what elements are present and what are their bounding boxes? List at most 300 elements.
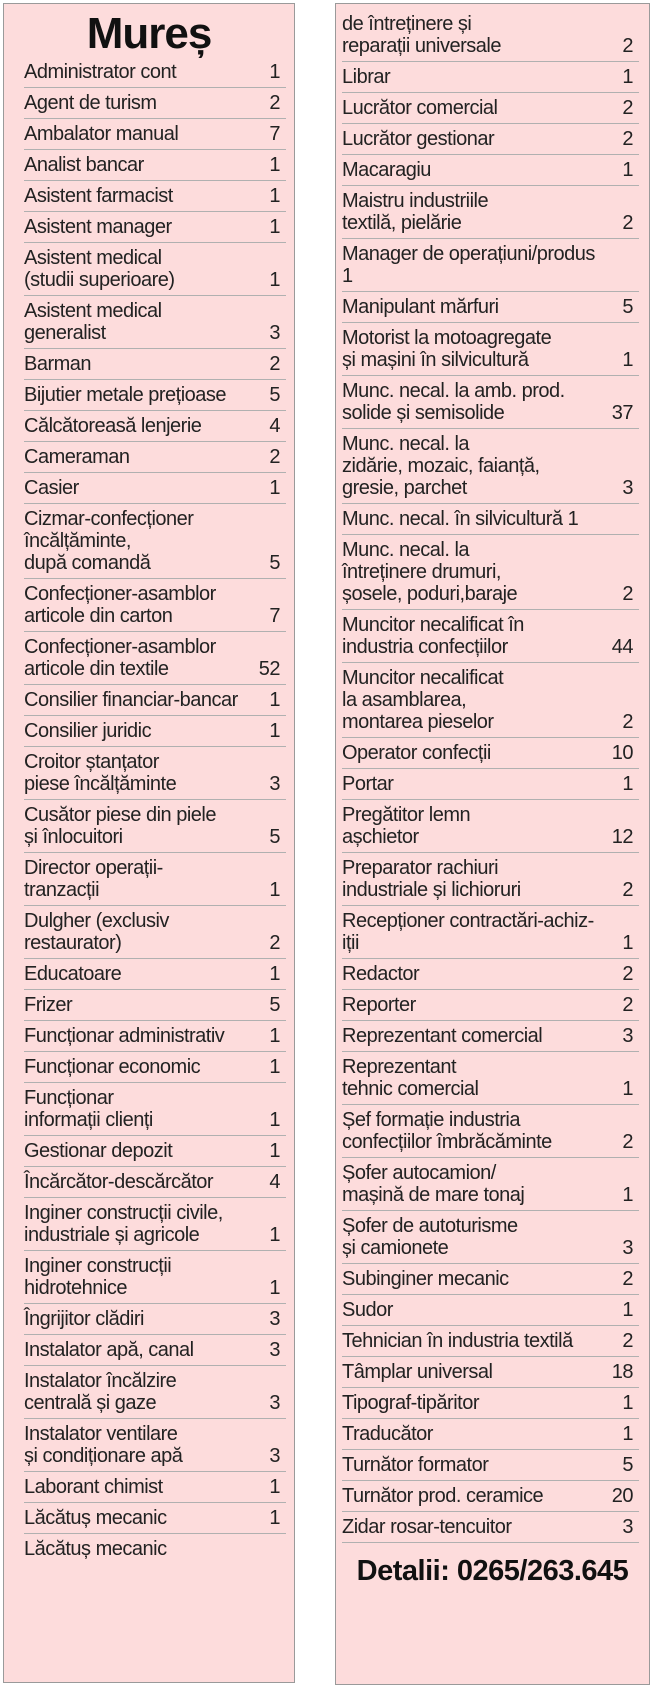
job-row	[24, 632, 286, 685]
job-title-line: restaurator)	[24, 932, 122, 954]
vacancy-count: 1	[269, 1476, 280, 1498]
job-row	[342, 1264, 639, 1295]
job-title	[24, 1538, 286, 1560]
job-title	[24, 1202, 286, 1246]
job-title-line: textilă, pielărie	[342, 212, 462, 234]
job-row	[24, 442, 286, 473]
job-title-line: mașină de mare tonaj	[342, 1184, 525, 1206]
job-title-line: zidărie, mozaic, faianță,	[342, 455, 540, 477]
job-title-line: Funcționar economic	[24, 1056, 201, 1078]
job-title-line: Funcționar administrativ	[24, 1025, 225, 1047]
job-title	[24, 508, 286, 574]
job-title-line: 1	[342, 265, 353, 287]
job-title-line: (studii superioare)	[24, 269, 175, 291]
vacancy-count: 52	[258, 658, 280, 680]
job-title-line: Îngrijitor clădiri	[24, 1308, 144, 1330]
job-row	[342, 1357, 639, 1388]
job-title	[342, 1056, 639, 1100]
vacancy-count: 5	[269, 994, 280, 1016]
vacancy-count: 3	[269, 1445, 280, 1467]
job-title	[342, 1485, 639, 1507]
job-title	[342, 13, 639, 57]
job-row	[24, 1472, 286, 1503]
job-title-line: articole din carton	[24, 605, 173, 627]
left-job-list	[4, 57, 294, 1564]
job-title-line: gresie, parchet	[342, 477, 467, 499]
job-row	[342, 1450, 639, 1481]
job-title	[24, 216, 286, 238]
job-row	[342, 155, 639, 186]
job-row	[24, 906, 286, 959]
job-title-line: Operator confecții	[342, 742, 491, 764]
job-title-line: Confecționer-asamblor	[24, 636, 216, 658]
job-title	[24, 185, 286, 207]
job-title-line: Cusător piese din piele	[24, 804, 216, 826]
job-title-line: centrală și gaze	[24, 1392, 157, 1414]
job-row	[342, 1021, 639, 1052]
vacancy-count: 2	[622, 128, 633, 150]
vacancy-count: 1	[269, 269, 280, 291]
vacancy-count: 1	[269, 689, 280, 711]
job-title	[24, 689, 286, 711]
job-title-line: Traducător	[342, 1423, 433, 1445]
job-title	[24, 583, 286, 627]
job-title-line: și condiționare apă	[24, 1445, 183, 1467]
job-title	[342, 296, 639, 318]
vacancy-count: 5	[269, 826, 280, 848]
job-title	[24, 300, 286, 344]
job-title	[342, 1299, 639, 1321]
job-title-line: încălțăminte,	[24, 530, 131, 552]
job-row	[342, 323, 639, 376]
job-title	[24, 1255, 286, 1299]
job-title	[342, 857, 639, 901]
job-title	[342, 433, 639, 499]
vacancy-count: 2	[622, 994, 633, 1016]
job-row	[24, 685, 286, 716]
job-title-line: industriale și lichioruri	[342, 879, 521, 901]
job-title-line: Laborant chimist	[24, 1476, 163, 1498]
job-row	[24, 747, 286, 800]
job-title-line: Cameraman	[24, 446, 130, 468]
job-title-line: Tipograf-tipăritor	[342, 1392, 479, 1414]
vacancy-count: 5	[622, 1454, 633, 1476]
job-title	[24, 751, 286, 795]
job-title-line: Muncitor necalificat în	[342, 614, 524, 636]
job-title-line: Bijutier metale prețioase	[24, 384, 227, 406]
job-row	[24, 1419, 286, 1472]
job-title	[342, 1423, 639, 1445]
vacancy-count: 20	[611, 1485, 633, 1507]
job-row	[24, 1304, 286, 1335]
vacancy-count: 1	[269, 154, 280, 176]
job-row	[24, 296, 286, 349]
job-row	[342, 1419, 639, 1450]
vacancy-count: 7	[269, 605, 280, 627]
contact-footer: Detalii: 0265/263.645	[356, 1555, 629, 1587]
vacancy-count: 2	[269, 92, 280, 114]
job-row	[24, 716, 286, 747]
job-row	[24, 1366, 286, 1419]
job-row	[342, 1211, 639, 1264]
job-row	[24, 119, 286, 150]
job-title	[342, 539, 639, 605]
job-title	[342, 327, 639, 371]
job-title	[342, 1268, 639, 1290]
job-title-line: Consilier juridic	[24, 720, 152, 742]
vacancy-count: 1	[622, 1184, 633, 1206]
vacancy-count: 2	[622, 212, 633, 234]
job-title	[342, 963, 639, 985]
job-title-line: Portar	[342, 773, 394, 795]
job-title-line: confecțiilor îmbrăcăminte	[342, 1131, 552, 1153]
job-row	[342, 504, 639, 535]
job-row	[24, 57, 286, 88]
job-title	[342, 910, 639, 954]
job-title-line: Munc. necal. la amb. prod.	[342, 380, 565, 402]
vacancy-count: 37	[611, 402, 633, 424]
vacancy-count: 3	[269, 773, 280, 795]
job-title-line: la asamblarea,	[342, 689, 467, 711]
job-row	[342, 1158, 639, 1211]
vacancy-count: 3	[622, 1025, 633, 1047]
job-title	[24, 910, 286, 954]
job-title-line: Frizer	[24, 994, 73, 1016]
job-title	[342, 804, 639, 848]
job-title	[24, 123, 286, 145]
job-title-line: Șofer autocamion/	[342, 1162, 496, 1184]
vacancy-count: 1	[269, 1507, 280, 1529]
left-column-panel	[3, 3, 295, 1683]
job-row	[24, 181, 286, 212]
vacancy-count: 3	[269, 322, 280, 344]
job-title-line: Reprezentant	[342, 1056, 457, 1078]
job-title-line: Macaragiu	[342, 159, 431, 181]
job-title	[24, 247, 286, 291]
job-row	[24, 800, 286, 853]
job-title-line: Lăcătuș mecanic	[24, 1538, 167, 1560]
job-title	[342, 97, 639, 119]
job-title-line: Tehnician în industria textilă	[342, 1330, 573, 1352]
job-title-line: Confecționer-asamblor	[24, 583, 216, 605]
job-title	[342, 1330, 639, 1352]
vacancy-count: 12	[611, 826, 633, 848]
job-title	[24, 1370, 286, 1414]
job-title	[342, 1025, 639, 1047]
vacancy-count: 44	[611, 636, 633, 658]
job-title-line: Instalator ventilare	[24, 1423, 178, 1445]
vacancy-count: 1	[269, 477, 280, 499]
job-row	[24, 150, 286, 181]
vacancy-count: 3	[622, 1516, 633, 1538]
job-title	[342, 1162, 639, 1206]
job-row	[342, 62, 639, 93]
job-row	[24, 579, 286, 632]
job-row	[342, 769, 639, 800]
vacancy-count: 1	[269, 1056, 280, 1078]
vacancy-count: 1	[622, 159, 633, 181]
vacancy-count: 1	[269, 185, 280, 207]
job-row	[24, 380, 286, 411]
job-title-line: tranzacții	[24, 879, 100, 901]
vacancy-count: 1	[269, 1109, 280, 1131]
job-title	[24, 477, 286, 499]
job-title-line: Gestionar depozit	[24, 1140, 173, 1162]
job-row	[342, 1052, 639, 1105]
job-title-line: de întreținere și	[342, 13, 472, 35]
job-title	[342, 1454, 639, 1476]
vacancy-count: 1	[622, 773, 633, 795]
job-title-line: Sudor	[342, 1299, 393, 1321]
vacancy-count: 4	[269, 1171, 280, 1193]
job-row	[24, 1083, 286, 1136]
job-title-line: reparații universale	[342, 35, 501, 57]
vacancy-count: 18	[611, 1361, 633, 1383]
job-title-line: Agent de turism	[24, 92, 157, 114]
vacancy-count: 2	[622, 711, 633, 733]
vacancy-count: 5	[269, 552, 280, 574]
vacancy-count: 2	[622, 1131, 633, 1153]
job-title-line: Educatoare	[24, 963, 122, 985]
vacancy-count: 3	[269, 1308, 280, 1330]
vacancy-count: 1	[622, 349, 633, 371]
job-title-line: Croitor ștanțator	[24, 751, 159, 773]
vacancy-count: 2	[622, 1268, 633, 1290]
job-title-line: tehnic comercial	[342, 1078, 479, 1100]
job-title-line: Preparator rachiuri	[342, 857, 499, 879]
job-row	[342, 1105, 639, 1158]
job-title-line: Funcționar	[24, 1087, 114, 1109]
job-title	[24, 384, 286, 406]
job-title	[342, 667, 639, 733]
job-title	[342, 742, 639, 764]
job-title-line: Munc. necal. la	[342, 539, 470, 561]
job-row	[24, 1503, 286, 1534]
job-title-line: Ambalator manual	[24, 123, 179, 145]
job-title-line: Manipulant mărfuri	[342, 296, 499, 318]
job-title-line: Asistent medical	[24, 300, 162, 322]
job-row	[342, 663, 639, 738]
job-row	[24, 990, 286, 1021]
job-row	[24, 473, 286, 504]
job-title-line: Cizmar-confecționer	[24, 508, 194, 530]
vacancy-count: 1	[269, 963, 280, 985]
vacancy-count: 2	[622, 583, 633, 605]
job-title-line: Analist bancar	[24, 154, 144, 176]
job-row	[24, 88, 286, 119]
job-row	[342, 535, 639, 610]
job-title	[342, 243, 639, 287]
job-row	[342, 1481, 639, 1512]
job-row	[24, 1251, 286, 1304]
job-title-line: Șofer de autoturisme	[342, 1215, 518, 1237]
job-title-line: Maistru industriile	[342, 190, 489, 212]
job-title	[24, 1308, 286, 1330]
job-row	[342, 1326, 639, 1357]
job-title	[342, 508, 639, 530]
job-row	[342, 990, 639, 1021]
job-title-line: Dulgher (exclusiv	[24, 910, 169, 932]
job-title-line: Recepționer contractări-achiz-	[342, 910, 594, 932]
job-title-line: Inginer construcții	[24, 1255, 172, 1277]
job-title	[24, 1056, 286, 1078]
job-row	[24, 1335, 286, 1366]
job-title-line: industriale și agricole	[24, 1224, 200, 1246]
job-row	[342, 1512, 639, 1543]
vacancy-count: 1	[622, 1423, 633, 1445]
vacancy-count: 3	[622, 1237, 633, 1259]
job-title-line: Instalator încălzire	[24, 1370, 177, 1392]
job-title	[24, 92, 286, 114]
job-title	[24, 1476, 286, 1498]
job-title	[24, 1087, 286, 1131]
job-title	[24, 1171, 286, 1193]
vacancy-count: 10	[611, 742, 633, 764]
job-title-line: Inginer construcții civile,	[24, 1202, 223, 1224]
job-title-line: și înlocuitori	[24, 826, 123, 848]
job-row	[342, 1295, 639, 1326]
job-title-line: Asistent manager	[24, 216, 172, 238]
vacancy-count: 2	[269, 353, 280, 375]
job-row	[24, 1198, 286, 1251]
vacancy-count: 1	[269, 216, 280, 238]
job-title	[24, 154, 286, 176]
job-row	[342, 959, 639, 990]
job-title-line: Administrator cont	[24, 61, 177, 83]
job-title	[342, 1215, 639, 1259]
vacancy-count: 7	[269, 123, 280, 145]
right-job-list	[336, 9, 649, 1543]
right-column-panel	[335, 3, 650, 1685]
job-title	[24, 720, 286, 742]
job-title	[24, 963, 286, 985]
vacancy-count: 1	[622, 66, 633, 88]
job-title	[24, 61, 286, 83]
job-title-line: Instalator apă, canal	[24, 1339, 194, 1361]
job-title	[24, 1025, 286, 1047]
vacancy-count: 4	[269, 415, 280, 437]
county-title: Mureș	[86, 9, 212, 58]
vacancy-count: 2	[269, 446, 280, 468]
job-row	[24, 1021, 286, 1052]
job-row	[24, 959, 286, 990]
job-title	[342, 190, 639, 234]
job-row	[342, 124, 639, 155]
job-title-line: solide și semisolide	[342, 402, 505, 424]
vacancy-count: 5	[622, 296, 633, 318]
job-title	[342, 128, 639, 150]
vacancy-count: 1	[622, 932, 633, 954]
job-title	[342, 1392, 639, 1414]
job-row	[342, 738, 639, 769]
job-row	[24, 243, 286, 296]
job-row	[342, 853, 639, 906]
job-title-line: Zidar rosar-tencuitor	[342, 1516, 512, 1538]
job-title	[342, 773, 639, 795]
job-row	[342, 376, 639, 429]
job-title-line: așchietor	[342, 826, 419, 848]
job-title	[24, 857, 286, 901]
job-title	[24, 415, 286, 437]
job-title-line: Lucrător gestionar	[342, 128, 495, 150]
job-title-line: după comandă	[24, 552, 151, 574]
job-title-line: Munc. necal. în silvicultură 1	[342, 508, 579, 530]
job-title-line: iții	[342, 932, 359, 954]
job-title	[24, 1423, 286, 1467]
job-row	[342, 93, 639, 124]
job-title	[24, 446, 286, 468]
job-title-line: generalist	[24, 322, 106, 344]
job-title-line: Munc. necal. la	[342, 433, 470, 455]
vacancy-count: 1	[269, 720, 280, 742]
job-row	[24, 504, 286, 579]
job-title-line: articole din textile	[24, 658, 169, 680]
job-row	[342, 800, 639, 853]
job-title	[24, 353, 286, 375]
vacancy-count: 3	[269, 1339, 280, 1361]
vacancy-count: 1	[269, 1140, 280, 1162]
job-title-line: Reporter	[342, 994, 416, 1016]
job-title-line: Încărcător-descărcător	[24, 1171, 214, 1193]
job-row	[342, 9, 639, 62]
job-row	[342, 1388, 639, 1419]
job-title-line: Consilier financiar-bancar	[24, 689, 238, 711]
job-row	[24, 1167, 286, 1198]
vacancy-count: 1	[622, 1299, 633, 1321]
job-row	[24, 1534, 286, 1564]
job-title	[24, 636, 286, 680]
job-title-line: Barman	[24, 353, 92, 375]
job-row	[342, 292, 639, 323]
job-title-line: Casier	[24, 477, 79, 499]
job-row	[24, 349, 286, 380]
vacancy-count: 2	[622, 963, 633, 985]
job-title-line: Asistent medical	[24, 247, 162, 269]
job-row	[24, 411, 286, 442]
job-title-line: Pregătitor lemn	[342, 804, 471, 826]
vacancy-count: 1	[269, 1025, 280, 1047]
job-title-line: Tâmplar universal	[342, 1361, 493, 1383]
job-row	[24, 1136, 286, 1167]
job-title-line: Lăcătuș mecanic	[24, 1507, 167, 1529]
job-title-line: Director operații-	[24, 857, 163, 879]
job-title-line: Lucrător comercial	[342, 97, 498, 119]
vacancy-count: 1	[269, 61, 280, 83]
job-title	[342, 1109, 639, 1153]
job-row	[342, 429, 639, 504]
vacancy-count: 5	[269, 384, 280, 406]
job-title-line: Manager de operațiuni/produs	[342, 243, 595, 265]
job-title-line: Turnător prod. ceramice	[342, 1485, 544, 1507]
job-row	[342, 239, 639, 292]
job-row	[342, 186, 639, 239]
vacancy-count: 2	[622, 1330, 633, 1352]
job-title	[342, 994, 639, 1016]
job-title-line: Turnător formator	[342, 1454, 489, 1476]
job-row	[342, 610, 639, 663]
job-title-line: Reprezentant comercial	[342, 1025, 543, 1047]
job-title-line: Asistent farmacist	[24, 185, 173, 207]
job-title-line: hidrotehnice	[24, 1277, 127, 1299]
job-title-line: și mașini în silvicultură	[342, 349, 529, 371]
vacancy-count: 2	[269, 932, 280, 954]
job-title	[342, 614, 639, 658]
job-title-line: informații clienți	[24, 1109, 153, 1131]
vacancy-count: 3	[622, 477, 633, 499]
job-title-line: Motorist la motoagregate	[342, 327, 552, 349]
job-title	[24, 1339, 286, 1361]
job-title-line: Redactor	[342, 963, 420, 985]
